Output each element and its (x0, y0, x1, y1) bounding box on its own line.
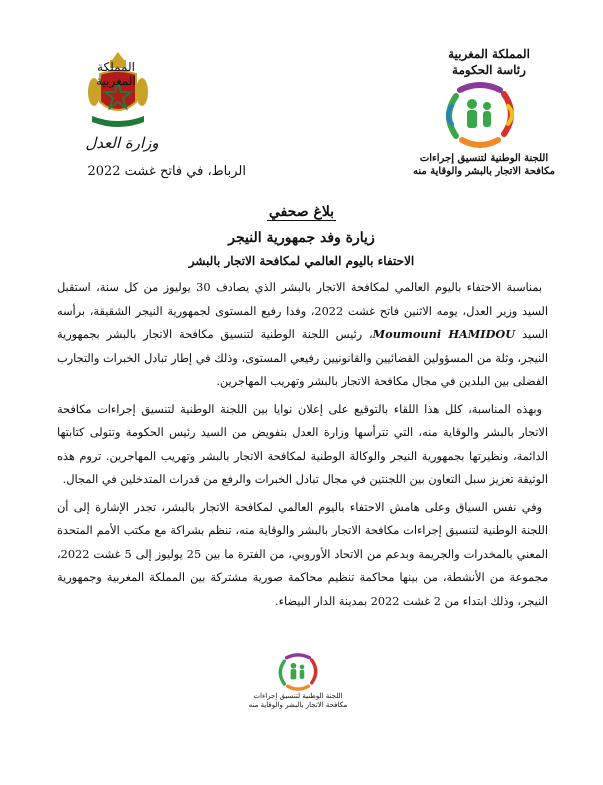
kingdom-name-right: المملكة المغربية (448, 47, 530, 61)
committee-logo-small-icon (268, 652, 328, 692)
paragraph-1-part-a: بمناسبة الاحتفاء باليوم العالمي لمكافحة الاتجار بالبشر الذي يصادف 30 يوليوز من كل سنة، استقبل السيد وزير العدل، يومه الاثنين فاتح غشت 2022، وفدا رفيع المستوى لجمهورية النيجر الشقيقة، برأسه السيد (57, 281, 549, 341)
kingdom-government-block (424, 46, 554, 78)
committee-name-line1: اللجنة الوطنية لتنسيق إجراءات (419, 153, 549, 164)
committee-name-header (398, 152, 570, 178)
paragraph-3: وفي نفس السياق وعلى هامش الاحتفاء باليوم العالمي لمكافحة الاتجار بالبشر، تجدر الإشارة إلى أن اللجنة الوطنية لتنسيق إجراءات مكافحة الاتجار بالبشر والوقاية منه، تنظم بشراكة مع مكتب الأمم المتحدة المعني بالمخدرات والجريمة وبدعم من الاتحاد الأوروبي، من الفترة ما بين 25 يوليوز إلى 5 غشت 2022، مجموعة من الأنشطة، من بينها محاكمة تنظيم محاكمة صورية مشتركة بين المملكة المغربية وجمهورية النيجر، وذلك ابتداء من 2 غشت 2022 بمدينة الدار البيضاء. (57, 500, 548, 608)
kingdom-name-left: المملكة المغربية (96, 60, 136, 88)
press-release-title-text: بلاغ صحفي (268, 204, 335, 220)
press-date: الرباط، في فاتح غشت 2022 (87, 164, 246, 179)
committee-name-footer (243, 692, 353, 710)
paragraph-1 (57, 276, 548, 394)
delegation-head-name: Moumouni HAMIDOU (372, 327, 516, 341)
occasion-subtitle: الاحتفاء باليوم العالمي لمكافحة الاتجار بالبشر (188, 254, 415, 268)
ministry-name: وزارة العدل (85, 134, 159, 152)
government-name: رئاسة الحكومة (452, 63, 526, 77)
visit-subtitle: زيارة وفد جمهورية النيجر (228, 230, 375, 246)
committee-logo-icon (440, 80, 520, 150)
footer-committee-line1: اللجنة الوطنية لتنسيق إجراءات (253, 692, 343, 700)
committee-name-line2: مكافحة الاتجار بالبشر والوقاية منه (413, 166, 555, 177)
paragraph-1-part-b: ، رئيس اللجنة الوطنية لتنسيق مكافحة الاتجار بالبشر بجمهورية النيجر، وثلة من المسؤولين القضائيين والقانونيين رفيعي المستوى، وذلك في إطار تبادل الخبرات والتجارب الفضلى بين البلدين في مجال مكافحة الاتجار بالبشر وتهريب المهاجرين. (57, 328, 548, 388)
footer-committee-line2: مكافحة الاتجار بالبشر والوقاية منه (248, 701, 348, 709)
press-release-title (0, 204, 603, 220)
press-release-body (57, 276, 548, 617)
paragraph-2: وبهذه المناسبة، كلل هذا اللقاء بالتوقيع على إعلان نوايا بين اللجنة الوطنية لتنسيق إجراءات مكافحة الاتجار بالبشر والوقاية منه، التي تترأسها وزارة العدل بتفويض من السيد رئيس الحكومة وتتولى كتابتها الدائمة، ونظيرتها بجمهورية النيجر والوكالة الوطنية لمكافحة الاتجار بالبشر وتهريب المهاجرين. تروم هذه الوثيقة تعزيز سبل التعاون بين اللجنتين في مجال تبادل الخبرات والرفع من قدرات المتدخلين في المجال. (57, 402, 548, 486)
